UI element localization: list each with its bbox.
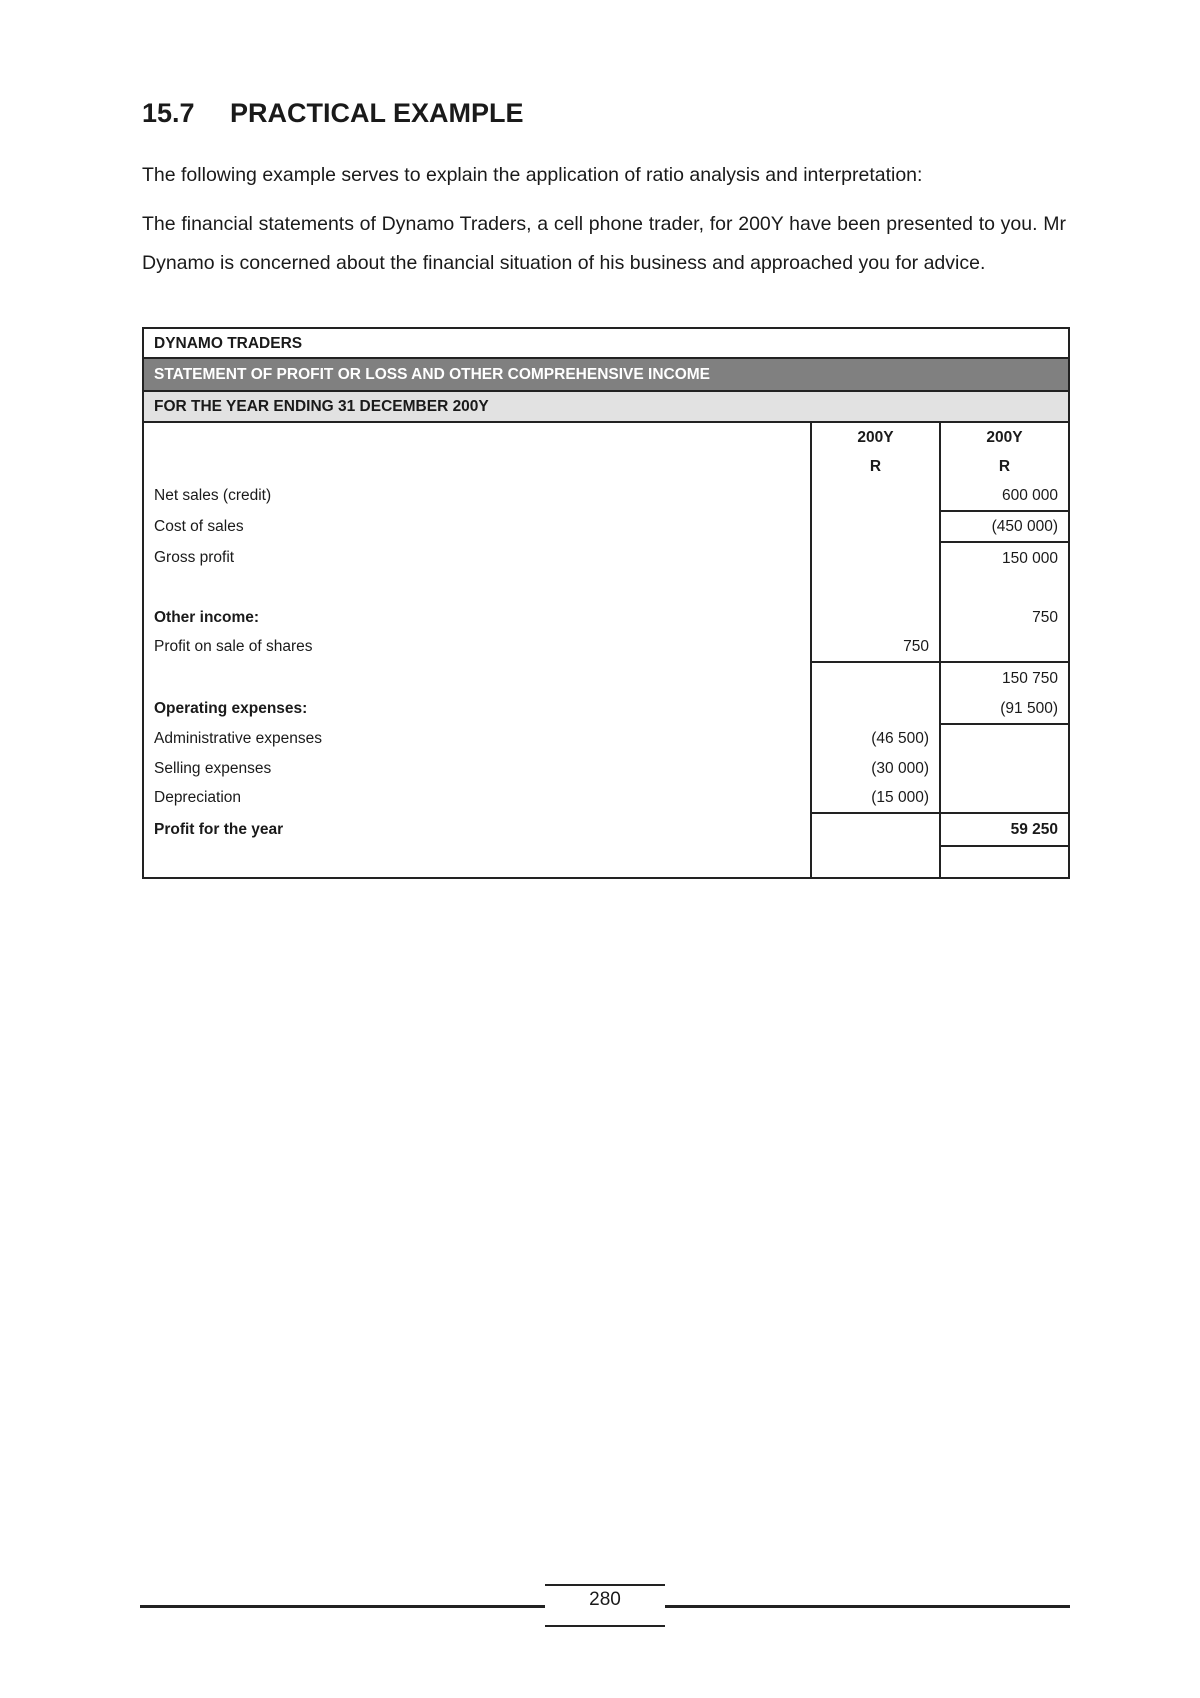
- section-number: 15.7: [142, 98, 195, 128]
- column-year-a: 200Y: [811, 423, 940, 452]
- row-profit-on-sale-of-shares: [144, 632, 1068, 662]
- statement-company: DYNAMO TRADERS: [144, 329, 1068, 359]
- row-spacer: [144, 574, 1068, 603]
- row-net-sales: [144, 481, 1068, 511]
- row-administrative-expenses: [144, 724, 1068, 754]
- column-header-year-row: [144, 423, 1068, 452]
- row-amount-a: 750: [811, 632, 940, 662]
- row-subtotal: [144, 662, 1068, 694]
- row-depreciation: [144, 783, 1068, 813]
- row-amount-b: [940, 783, 1068, 813]
- row-label: Depreciation: [154, 789, 242, 806]
- row-label: Profit for the year: [154, 820, 284, 838]
- page-number: 280: [589, 1589, 621, 1610]
- row-amount-b: 750: [940, 603, 1068, 632]
- footer-rule-right: [665, 1605, 1070, 1608]
- section-heading: [142, 98, 524, 129]
- row-label: Cost of sales: [154, 517, 244, 535]
- row-amount-a: [811, 662, 940, 694]
- row-label: [144, 662, 811, 694]
- statement-table: [144, 423, 1068, 877]
- row-operating-expenses: [144, 694, 1068, 724]
- row-amount-b: (91 500): [940, 694, 1068, 724]
- row-amount-a: (46 500): [811, 724, 940, 754]
- row-amount-a: [811, 511, 940, 542]
- page-number-rule-top: [545, 1584, 665, 1586]
- row-amount-a: [811, 694, 940, 724]
- row-label: Other income:: [154, 608, 260, 626]
- row-amount-b: 150 750: [940, 662, 1068, 694]
- footer-rule-left: [140, 1605, 545, 1608]
- row-amount-b: 59 250: [1010, 820, 1058, 838]
- row-amount-b: 600 000: [940, 481, 1068, 511]
- section-title: PRACTICAL EXAMPLE: [230, 98, 524, 128]
- column-header-unit-row: [144, 452, 1068, 481]
- row-selling-expenses: [144, 754, 1068, 783]
- row-amount-a: [811, 542, 940, 574]
- row-amount-b: 150 000: [940, 542, 1068, 574]
- context-paragraph: The financial statements of Dynamo Traders, a cell phone trader, for 200Y have been presented to you. Mr Dynamo is concerned about the financial situation of his business and approached you for advice.: [142, 213, 1066, 274]
- row-amount-a: (30 000): [811, 754, 940, 783]
- page-number-rule-bottom: [545, 1625, 665, 1627]
- row-label: Operating expenses:: [154, 700, 308, 717]
- row-amount-a: (15 000): [811, 783, 940, 813]
- statement-period: FOR THE YEAR ENDING 31 DECEMBER 200Y: [144, 392, 1068, 423]
- row-amount-a: [811, 481, 940, 511]
- row-label: Administrative expenses: [154, 730, 322, 747]
- row-label: Net sales (credit): [154, 487, 272, 504]
- statement-title: STATEMENT OF PROFIT OR LOSS AND OTHER COMPREHENSIVE INCOME: [144, 359, 1068, 392]
- column-unit-a: R: [811, 452, 940, 481]
- row-amount-b: [940, 724, 1068, 754]
- row-amount-a: [811, 603, 940, 632]
- intro-paragraph: The following example serves to explain the application of ratio analysis and interpretation:: [142, 164, 923, 186]
- row-other-income: [144, 603, 1068, 632]
- row-cost-of-sales: [144, 511, 1068, 542]
- income-statement: [142, 327, 1070, 879]
- row-gross-profit: [144, 542, 1068, 574]
- row-amount-a: [811, 813, 940, 846]
- row-amount-b: [940, 754, 1068, 783]
- row-label: Gross profit: [154, 549, 235, 566]
- row-label: Selling expenses: [154, 759, 272, 777]
- column-year-b: 200Y: [940, 423, 1068, 452]
- row-label: Profit on sale of shares: [154, 638, 313, 655]
- column-unit-b: R: [940, 452, 1068, 481]
- row-amount-b: [940, 632, 1068, 662]
- row-closing: [144, 846, 1068, 877]
- row-profit-for-the-year: [144, 813, 1068, 846]
- row-amount-b: (450 000): [940, 511, 1068, 542]
